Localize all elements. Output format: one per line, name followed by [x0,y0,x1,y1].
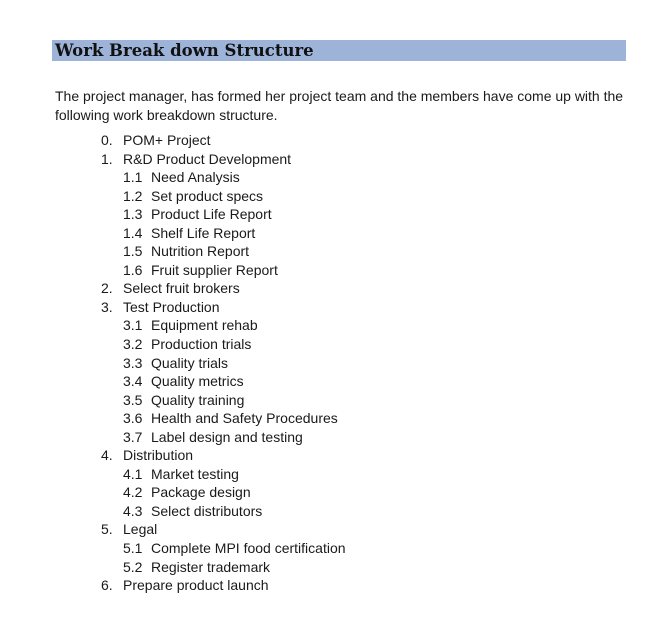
wbs-item [0,335,659,354]
wbs-item-number: 4.2 [123,484,143,501]
wbs-item [0,279,659,298]
wbs-item [0,187,659,206]
wbs-item-number: 3. [101,298,113,315]
wbs-item-number: 2. [101,280,113,297]
wbs-item-label: Select fruit brokers [123,280,240,297]
wbs-item [0,483,659,502]
wbs-item-number: 1.3 [123,206,143,223]
wbs-item-label: Set product specs [151,187,264,204]
wbs-item-label: POM+ Project [123,132,211,148]
wbs-item-number: 4.1 [123,465,143,482]
wbs-item-number: 3.1 [123,317,143,334]
wbs-item [0,354,659,373]
wbs-item-label: Product Life Report [151,206,272,223]
wbs-item-number: 3.5 [123,391,143,408]
wbs-item-number: 1. [101,150,113,167]
wbs-item-number: 3.6 [123,410,143,427]
wbs-item [0,224,659,243]
wbs-item [0,298,659,317]
wbs-item [0,539,659,558]
wbs-item [0,428,659,447]
wbs-item [0,576,659,595]
wbs-item [0,261,659,280]
wbs-item [0,465,659,484]
wbs-item-label: Package design [151,484,251,501]
wbs-item-label: Complete MPI food certification [151,540,346,557]
wbs-item [0,205,659,224]
wbs-item-number: 0. [101,132,113,148]
wbs-item [0,391,659,410]
wbs-item-label: Market testing [151,465,239,482]
wbs-item-number: 3.7 [123,428,143,445]
wbs-item-label: Register trademark [151,558,271,575]
wbs-item-label: Need Analysis [151,169,240,186]
wbs-item-number: 5.2 [123,558,143,575]
wbs-item [0,242,659,261]
wbs-item-label: Distribution [123,447,194,464]
wbs-item-number: 1.5 [123,243,143,260]
wbs-item-number: 3.3 [123,354,143,371]
wbs-item-number: 1.6 [123,261,143,278]
wbs-item-label: Prepare product launch [123,577,269,594]
wbs-list [0,131,659,595]
wbs-item [0,131,659,150]
wbs-item-label: Equipment rehab [151,317,258,334]
wbs-item-label: R&D Product Development [123,150,292,167]
wbs-item-label: Legal [123,521,158,538]
wbs-item-label: Test Production [123,298,220,315]
wbs-item-label: Health and Safety Procedures [151,410,338,427]
wbs-item-label: Quality trials [151,354,229,371]
wbs-item-number: 4.3 [123,502,143,519]
wbs-item-number: 1.2 [123,187,143,204]
wbs-item-number: 5.1 [123,540,143,557]
wbs-item-number: 1.1 [123,169,143,186]
wbs-item [0,150,659,169]
intro-paragraph: The project manager, has formed her project team and the members have come up with the following work breakdown structure. [55,88,624,123]
wbs-item-number: 1.4 [123,224,143,241]
wbs-item-number: 3.4 [123,373,143,390]
wbs-item-number: 4. [101,447,113,464]
wbs-item-label: Production trials [151,336,252,353]
wbs-item-number: 5. [101,521,113,538]
wbs-item [0,316,659,335]
wbs-item [0,558,659,577]
wbs-item-label: Quality metrics [151,373,244,390]
wbs-item-label: Shelf Life Report [151,224,256,241]
wbs-item [0,520,659,539]
heading-bar [52,40,626,61]
wbs-item-label: Label design and testing [151,428,303,445]
wbs-item [0,502,659,521]
wbs-item [0,409,659,428]
wbs-item-label: Select distributors [151,502,263,519]
wbs-item-label: Fruit supplier Report [151,261,278,278]
wbs-item [0,446,659,465]
wbs-item [0,372,659,391]
document-heading: Work Break down Structure [55,41,314,60]
wbs-item-label: Nutrition Report [151,243,250,260]
wbs-item-label: Quality training [151,391,245,408]
wbs-item [0,168,659,187]
wbs-item-number: 3.2 [123,336,143,353]
wbs-item-number: 6. [101,577,113,594]
